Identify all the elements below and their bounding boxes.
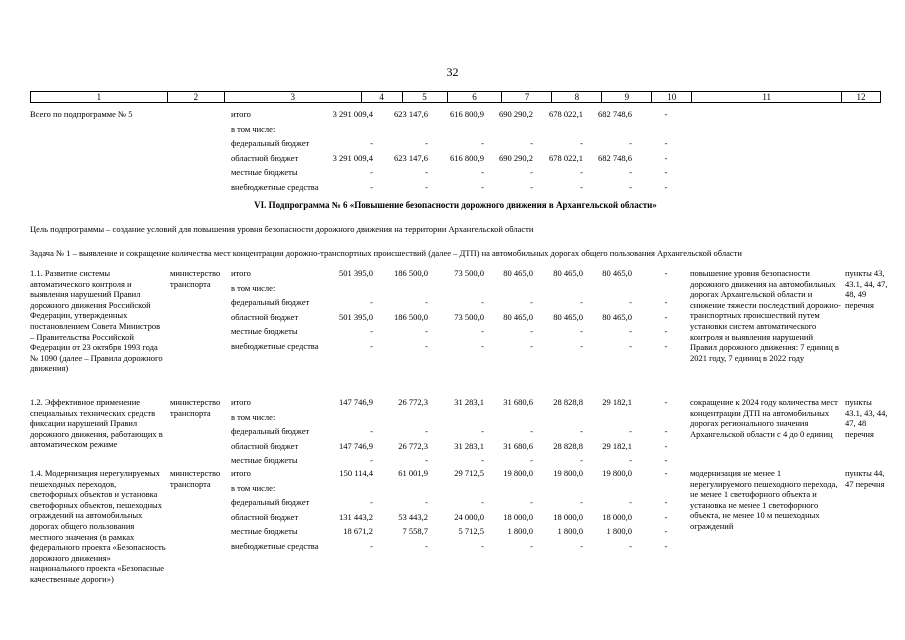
- amount-cell: -: [481, 497, 484, 507]
- page-number: 32: [446, 65, 459, 79]
- amount-cell: 3 291 009,4: [332, 152, 373, 163]
- amount-cell: 29 712,5: [454, 468, 484, 478]
- amount-cell: -: [370, 138, 373, 148]
- amount-cell: 73 500,0: [454, 268, 484, 278]
- total-row-label: Всего по подпрограмме № 5: [30, 109, 133, 119]
- amount-cell: -: [580, 167, 583, 177]
- amount-cell: 186 500,0: [394, 268, 428, 278]
- amount-cell: -: [664, 340, 668, 351]
- header-col-6: 6: [448, 92, 503, 102]
- funding-source-label: итого: [231, 268, 251, 278]
- amount-cell: -: [425, 167, 428, 177]
- measure-name: 1.2. Эффективное применение специальных технических средств фиксации нарушений Правил дорожного движения, работающих в автоматическом режиме: [30, 397, 163, 450]
- amount-cell: -: [481, 181, 484, 192]
- amount-cell: -: [629, 297, 632, 307]
- funding-source-label: областной бюджет: [231, 511, 299, 522]
- amount-cell: -: [530, 138, 533, 148]
- amount-cell: -: [370, 326, 373, 336]
- amount-cell: -: [425, 326, 428, 336]
- amount-cell: -: [481, 326, 484, 336]
- amount-cell: -: [664, 397, 668, 407]
- amount-cell: -: [370, 540, 373, 551]
- amount-cell: 7 558,7: [402, 526, 428, 536]
- amount-cell: 28 828,8: [553, 440, 583, 451]
- funding-source-label: федеральный бюджет: [231, 138, 310, 148]
- funding-source-label: в том числе:: [231, 282, 276, 293]
- measure-name: 1.1. Развитие системы автоматического контроля и выявления нарушений Правил дорожного движения Российской Федерации, утвержденных постановлением Совета Министров – Правительства Российской Федерации от 23 октября 1993 года № 1090 (далее – Правила дорожного движения): [30, 268, 163, 374]
- amount-cell: -: [664, 497, 668, 507]
- funding-source-label: федеральный бюджет: [231, 297, 310, 307]
- amount-cell: -: [664, 455, 668, 465]
- header-col-9: 9: [602, 92, 652, 102]
- amount-cell: -: [629, 340, 632, 351]
- amount-cell: 5 712,5: [458, 526, 484, 536]
- amount-cell: -: [530, 540, 533, 551]
- amount-cell: 18 000,0: [602, 511, 632, 522]
- funding-source-label: местные бюджеты: [231, 526, 298, 536]
- amount-cell: -: [629, 540, 632, 551]
- goal-text: Цель подпрограммы – создание условий для повышения уровня безопасности дорожного движения на территории Архангельской области: [30, 224, 534, 234]
- amount-cell: 80 465,0: [553, 268, 583, 278]
- amount-cell: 1 800,0: [557, 526, 583, 536]
- amount-cell: -: [580, 340, 583, 351]
- header-col-11: 11: [692, 92, 842, 102]
- amount-cell: -: [370, 167, 373, 177]
- header-col-1: 1: [31, 92, 168, 102]
- amount-cell: -: [425, 181, 428, 192]
- amount-cell: -: [664, 109, 668, 119]
- amount-cell: -: [664, 540, 668, 551]
- header-col-10: 10: [652, 92, 692, 102]
- amount-cell: -: [425, 340, 428, 351]
- amount-cell: -: [629, 426, 632, 436]
- amount-cell: 53 443,2: [398, 511, 428, 522]
- expected-result: сокращение к 2024 году количества мест концентрации ДТП на автомобильных дорогах регионального значения Архангельской области с 4 до 0 единиц: [690, 397, 838, 439]
- amount-cell: 501 395,0: [339, 311, 373, 322]
- section-title: VI. Подпрограмма № 6 «Повышение безопасности дорожного движения в Архангельской области»: [254, 200, 657, 210]
- header-col-4: 4: [362, 92, 403, 102]
- amount-cell: 690 290,2: [499, 109, 533, 119]
- amount-cell: -: [425, 297, 428, 307]
- amount-cell: -: [425, 138, 428, 148]
- task-text: Задача № 1 – выявление и сокращение количества мест концентрации дорожно-транспортных происшествий (далее – ДТП) на автомобильных дорогах общего пользования Архангельской области: [30, 248, 742, 258]
- funding-source-label: внебюджетные средства: [231, 181, 319, 192]
- amount-cell: 73 500,0: [454, 311, 484, 322]
- list-points: пункты 43, 43.1, 44, 47, 48, 49 перечня: [845, 268, 888, 310]
- amount-cell: 18 000,0: [503, 511, 533, 522]
- header-col-2: 2: [168, 92, 225, 102]
- amount-cell: 678 022,1: [549, 152, 583, 163]
- amount-cell: 80 465,0: [602, 311, 632, 322]
- funding-source-label: федеральный бюджет: [231, 497, 310, 507]
- amount-cell: -: [580, 297, 583, 307]
- header-col-7: 7: [502, 92, 552, 102]
- amount-cell: -: [481, 455, 484, 465]
- funding-source-label: внебюджетные средства: [231, 540, 319, 551]
- amount-cell: 616 800,9: [450, 109, 484, 119]
- amount-cell: -: [370, 340, 373, 351]
- amount-cell: -: [481, 540, 484, 551]
- amount-cell: 80 465,0: [553, 311, 583, 322]
- amount-cell: -: [481, 138, 484, 148]
- amount-cell: -: [530, 340, 533, 351]
- amount-cell: 31 283,1: [454, 397, 484, 407]
- amount-cell: -: [664, 440, 668, 451]
- measure-executor: министерство транспорта: [170, 268, 221, 289]
- amount-cell: 26 772,3: [398, 397, 428, 407]
- amount-cell: -: [580, 181, 583, 192]
- table-header-row: [30, 91, 881, 103]
- amount-cell: -: [425, 455, 428, 465]
- amount-cell: -: [481, 297, 484, 307]
- amount-cell: -: [580, 540, 583, 551]
- amount-cell: 682 748,6: [598, 152, 632, 163]
- amount-cell: 1 800,0: [507, 526, 533, 536]
- amount-cell: -: [530, 426, 533, 436]
- amount-cell: -: [530, 326, 533, 336]
- expected-result: модернизация не менее 1 нерегулируемого пешеходного перехода, не менее 1 светофорного объекта и установка не менее 1 светофорного объекта, не менее 10 м пешеходных ограждений: [690, 468, 838, 531]
- amount-cell: 616 800,9: [450, 152, 484, 163]
- list-points: пункты 44, 47 перечня: [845, 468, 885, 489]
- amount-cell: 3 291 009,4: [332, 109, 373, 119]
- funding-source-label: итого: [231, 468, 251, 478]
- amount-cell: -: [580, 497, 583, 507]
- amount-cell: -: [580, 426, 583, 436]
- amount-cell: -: [664, 511, 668, 522]
- funding-source-label: итого: [231, 397, 251, 407]
- header-col-12: 12: [842, 92, 881, 102]
- amount-cell: 61 001,9: [398, 468, 428, 478]
- amount-cell: -: [664, 268, 668, 278]
- amount-cell: -: [629, 181, 632, 192]
- funding-source-label: местные бюджеты: [231, 167, 298, 177]
- amount-cell: -: [370, 181, 373, 192]
- amount-cell: -: [664, 311, 668, 322]
- amount-cell: 19 800,0: [602, 468, 632, 478]
- funding-source-label: итого: [231, 109, 251, 119]
- amount-cell: 150 114,4: [339, 468, 373, 478]
- amount-cell: 18 000,0: [553, 511, 583, 522]
- amount-cell: -: [370, 426, 373, 436]
- funding-source-label: внебюджетные средства: [231, 340, 319, 351]
- amount-cell: 80 465,0: [602, 268, 632, 278]
- amount-cell: -: [664, 152, 668, 163]
- amount-cell: -: [530, 297, 533, 307]
- measure-name: 1.4. Модернизация нерегулируемых пешеходных переходов, светофорных объектов и установка светофорных объектов, пешеходных ограждений на автомобильных дорогах общего пользования местного значения (в рамках федерального проекта «Безопасность дорожного движения» национального проекта «Безопасные качественные дороги»): [30, 468, 166, 584]
- funding-source-label: в том числе:: [231, 482, 276, 493]
- amount-cell: 18 671,2: [343, 526, 373, 536]
- amount-cell: -: [481, 426, 484, 436]
- amount-cell: -: [530, 497, 533, 507]
- amount-cell: 501 395,0: [339, 268, 373, 278]
- amount-cell: 147 746,9: [339, 397, 373, 407]
- amount-cell: -: [629, 497, 632, 507]
- amount-cell: 147 746,9: [339, 440, 373, 451]
- amount-cell: 131 443,2: [339, 511, 373, 522]
- header-col-8: 8: [552, 92, 602, 102]
- measure-executor: министерство транспорта: [170, 468, 221, 489]
- amount-cell: -: [664, 297, 668, 307]
- amount-cell: -: [530, 167, 533, 177]
- amount-cell: 19 800,0: [553, 468, 583, 478]
- amount-cell: 31 680,6: [503, 397, 533, 407]
- expected-result: повышение уровня безопасности дорожного движения на автомобильных дорогах Архангельской области и снижение тяжести последствий дорожно-транспортных происшествий путем установки систем автоматического контроля и выявления нарушений Правил дорожного движения: 7 единиц в 2021 году, 7 единиц в 2022 году: [690, 268, 841, 363]
- amount-cell: -: [629, 138, 632, 148]
- amount-cell: 31 680,6: [503, 440, 533, 451]
- funding-source-label: областной бюджет: [231, 311, 299, 322]
- amount-cell: -: [664, 526, 668, 536]
- measure-executor: министерство транспорта: [170, 397, 221, 418]
- amount-cell: -: [580, 138, 583, 148]
- header-col-3: 3: [225, 92, 362, 102]
- amount-cell: 26 772,3: [398, 440, 428, 451]
- list-points: пункты 43.1, 43, 44, 47, 48 перечня: [845, 397, 888, 439]
- amount-cell: -: [530, 455, 533, 465]
- amount-cell: -: [481, 167, 484, 177]
- amount-cell: -: [664, 468, 668, 478]
- amount-cell: 623 147,6: [394, 152, 428, 163]
- funding-source-label: в том числе:: [231, 123, 276, 134]
- amount-cell: 1 800,0: [606, 526, 632, 536]
- amount-cell: -: [370, 497, 373, 507]
- amount-cell: -: [664, 326, 668, 336]
- amount-cell: -: [425, 497, 428, 507]
- amount-cell: -: [370, 297, 373, 307]
- amount-cell: 186 500,0: [394, 311, 428, 322]
- amount-cell: -: [370, 455, 373, 465]
- amount-cell: 31 283,1: [454, 440, 484, 451]
- amount-cell: 678 022,1: [549, 109, 583, 119]
- funding-source-label: областной бюджет: [231, 440, 299, 451]
- amount-cell: 623 147,6: [394, 109, 428, 119]
- header-col-5: 5: [403, 92, 448, 102]
- funding-source-label: местные бюджеты: [231, 326, 298, 336]
- funding-source-label: федеральный бюджет: [231, 426, 310, 436]
- amount-cell: 690 290,2: [499, 152, 533, 163]
- amount-cell: 29 182,1: [602, 397, 632, 407]
- amount-cell: 80 465,0: [503, 311, 533, 322]
- amount-cell: -: [481, 340, 484, 351]
- amount-cell: -: [629, 455, 632, 465]
- funding-source-label: в том числе:: [231, 411, 276, 422]
- funding-source-label: областной бюджет: [231, 152, 299, 163]
- amount-cell: 24 000,0: [454, 511, 484, 522]
- amount-cell: -: [580, 455, 583, 465]
- amount-cell: 19 800,0: [503, 468, 533, 478]
- amount-cell: 80 465,0: [503, 268, 533, 278]
- amount-cell: -: [629, 326, 632, 336]
- amount-cell: -: [425, 540, 428, 551]
- amount-cell: -: [580, 326, 583, 336]
- amount-cell: 28 828,8: [553, 397, 583, 407]
- amount-cell: -: [664, 138, 668, 148]
- amount-cell: -: [425, 426, 428, 436]
- amount-cell: -: [664, 167, 668, 177]
- funding-source-label: местные бюджеты: [231, 455, 298, 465]
- amount-cell: -: [530, 181, 533, 192]
- amount-cell: 29 182,1: [602, 440, 632, 451]
- amount-cell: -: [664, 181, 668, 192]
- amount-cell: -: [629, 167, 632, 177]
- amount-cell: 682 748,6: [598, 109, 632, 119]
- amount-cell: -: [664, 426, 668, 436]
